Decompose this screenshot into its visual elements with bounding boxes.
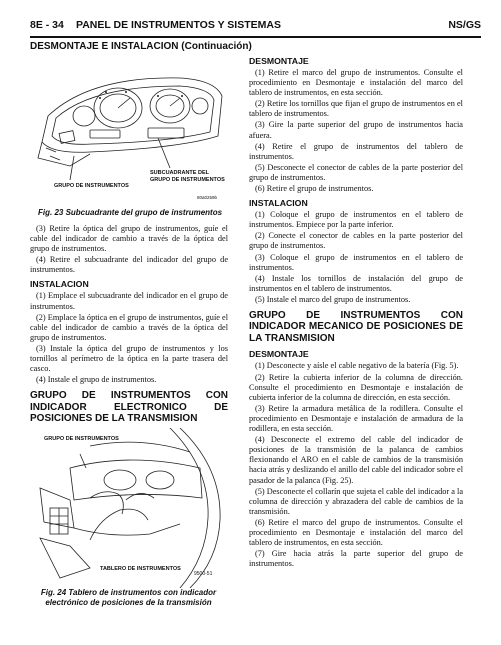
figure-24-caption: [36, 588, 221, 607]
fig24-label-panel: TABLERO DE INSTRUMENTOS: [100, 566, 181, 572]
left-install-step-4: (4) Instale el grupo de instrumentos.: [36, 375, 157, 385]
continuation-heading: DESMONTAJE E INSTALACION (Continuación): [30, 41, 252, 52]
right-mech-step-3: (3) Retire la armadura metálica de la rodillera. Consulte el procedimiento en Desmontaje e instalación de armadura de la rodillera, en esta sección.: [249, 403, 463, 434]
right-column: [249, 56, 463, 570]
right-removal-step-2: (2) Retire los tornillos que fijan el grupo de instrumentos en el tablero de instrumentos.: [249, 99, 463, 119]
right-mech-step-4: (4) Desconecte el extremo del cable del indicador de posiciones de la transmisión de la palanca de cambios flexionando el ARO en el cable de cambios de la transmisión hacia atrás y deslizando el anillo del cable del indicador sobre el pasador de la palanca (Fig. 25).: [249, 435, 463, 485]
left-section-heading: GRUPO DE INSTRUMENTOS CON INDICADOR ELECTRONICO DE POSICIONES DE LA TRANSMISION: [30, 390, 228, 425]
right-installation-heading: INSTALACION: [249, 198, 308, 209]
right-removal-step-3: (3) Gire la parte superior del grupo de instrumentos hacia afuera.: [249, 120, 463, 140]
right-mech-step-7: (7) Gire hacia atrás la parte superior del grupo de instrumentos.: [249, 549, 463, 569]
left-installation-heading: INSTALACION: [30, 279, 89, 290]
fig24-ref-code: 9500-51: [194, 571, 213, 577]
right-mech-step-2: (2) Retire la cubierta inferior de la columna de dirección. Consulte el procedimiento en Desmontaje e instalación de cubierta inferior de la columna de dirección, en esta sección.: [249, 372, 463, 402]
right-removal-step-5: (5) Desconecte el conector de cables de la parte posterior del grupo de instrumentos.: [249, 162, 463, 182]
right-install-step-2: (2) Conecte el conector de cables en la parte posterior del grupo de instrumentos.: [249, 231, 463, 251]
model-code: NS/GS: [448, 19, 481, 31]
right-removal-step-6: (6) Retire el grupo de instrumentos.: [255, 184, 374, 194]
right-install-step-5: (5) Instale el marco del grupo de instrumentos.: [255, 294, 411, 304]
fig23-ref-code: 80a0259b: [197, 195, 218, 200]
left-install-step-1: (1) Emplace el subcuadrante del indicador en el grupo de instrumentos.: [30, 291, 228, 311]
left-paragraph-3: (3) Retire la óptica del grupo de instrumentos, guíe el cable del indicador de cambio a través de la óptica del grupo de instrumentos.: [30, 224, 228, 254]
right-removal-step-1: (1) Retire el marco del grupo de instrumentos. Consulte el procedimiento en Desmontaje e instalación del marco del tablero de instrumentos, en esta sección.: [249, 68, 463, 98]
right-mech-step-6: (6) Retire el marco del grupo de instrumentos. Consulte el procedimiento en Desmontaje e instalación del marco del tablero de instrumentos, en esta sección.: [249, 517, 463, 548]
fig23-label-subdial-2: GRUPO DE INSTRUMENTOS: [150, 177, 225, 183]
right-removal-step-4: (4) Retire el grupo de instrumentos del tablero de instrumentos.: [249, 141, 463, 161]
page-number: 8E - 34: [30, 19, 64, 31]
section-title: PANEL DE INSTRUMENTOS Y SISTEMAS: [76, 19, 281, 31]
left-column: [30, 224, 228, 430]
right-install-step-3: (3) Coloque el grupo de instrumentos en el tablero de instrumentos.: [249, 252, 463, 272]
right-mech-step-1: (1) Desconecte y aísle el cable negativo de la batería (Fig. 5).: [255, 361, 459, 371]
fig24-label-cluster: GRUPO DE INSTRUMENTOS: [44, 436, 119, 442]
fig23-label-cluster: GRUPO DE INSTRUMENTOS: [54, 183, 129, 189]
left-paragraph-4: (4) Retire el subcuadrante del indicador del grupo de instrumentos.: [30, 255, 228, 275]
right-install-step-4: (4) Instale los tornillos de instalación del grupo de instrumentos en el tablero de instrumentos.: [249, 273, 463, 293]
right-removal2-heading: DESMONTAJE: [249, 349, 309, 360]
figure-23-caption: Fig. 23 Subcuadrante del grupo de instrumentos: [38, 208, 223, 217]
left-install-step-3: (3) Instale la óptica del grupo de instrumentos y los tornillos al perímetro de la óptica en la parte trasera del casco.: [30, 343, 228, 374]
page-header: [30, 16, 481, 38]
right-install-step-1: (1) Coloque el grupo de instrumentos en el tablero de instrumentos. Empiece por la parte inferior.: [249, 210, 463, 230]
fig23-label-subdial-1: SUBCUADRANTE DEL: [150, 170, 209, 176]
figure-24-caption-line-2: electrónico de posiciones de la transmisión: [45, 597, 212, 607]
left-install-step-2: (2) Emplace la óptica en el grupo de instrumentos, guíe el cable del indicador de cambio a través de la óptica del grupo de instrumentos.: [30, 312, 228, 342]
right-section-heading: GRUPO DE INSTRUMENTOS CON INDICADOR MECANICO DE POSICIONES DE LA TRANSMISION: [249, 309, 463, 344]
right-mech-step-5: (5) Desconecte el collarín que sujeta el cable del indicador a la columna de dirección y abrazadera del cable de cambios de la transmisión.: [249, 486, 464, 516]
figure-24-caption-line-1: Fig. 24 Tablero de instrumentos con indicador: [40, 588, 217, 597]
figure-24-illustration: [30, 428, 228, 588]
right-removal-heading: DESMONTAJE: [249, 56, 309, 66]
